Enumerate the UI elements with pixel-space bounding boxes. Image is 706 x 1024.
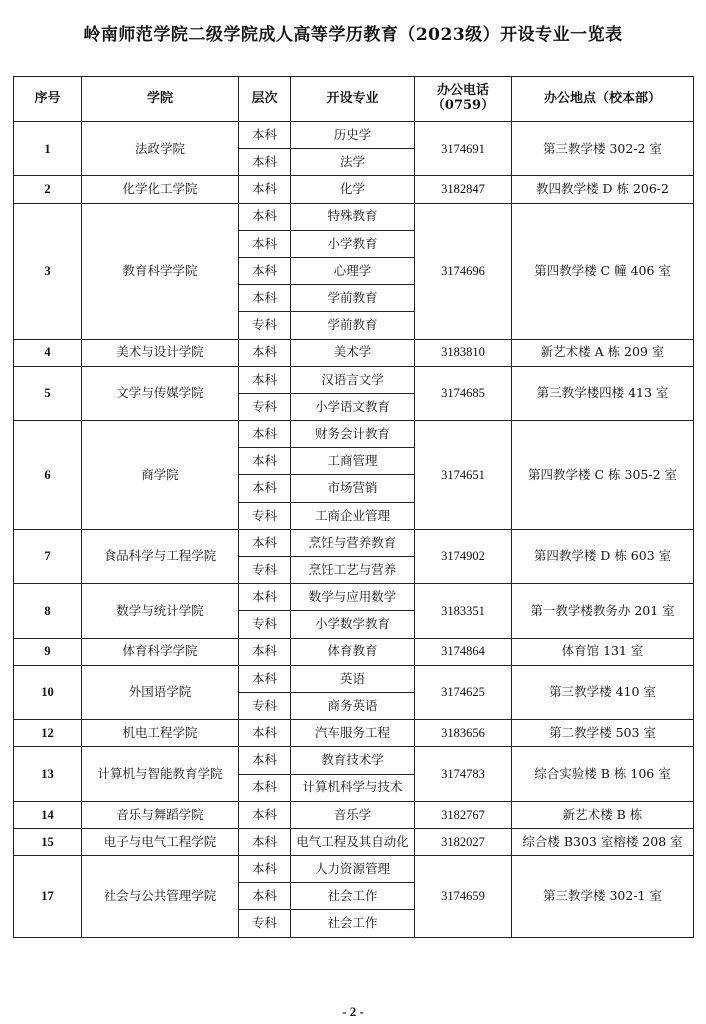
cell-address: 第三教学楼 410 室: [512, 665, 694, 719]
table-row: [14, 122, 694, 149]
cell-seq: 6: [14, 421, 82, 530]
cell-seq: 2: [14, 176, 82, 203]
cell-major: 财务会计教育: [291, 421, 415, 448]
cell-major: 商务英语: [291, 692, 415, 719]
cell-major: 学前教育: [291, 285, 415, 312]
cell-level: 本科: [239, 883, 291, 910]
cell-level: 本科: [239, 720, 291, 747]
table-row: [14, 747, 694, 774]
cell-seq: 14: [14, 801, 82, 828]
cell-college: 电子与电气工程学院: [82, 828, 239, 855]
cell-major: 汽车服务工程: [291, 720, 415, 747]
cell-level: 专科: [239, 692, 291, 719]
table-row: [14, 584, 694, 611]
table-row: [14, 638, 694, 665]
cell-address: 第四教学楼 C 栋 305-2 室: [512, 421, 694, 530]
cell-address: 第三教学楼 302-1 室: [512, 856, 694, 938]
cell-level: 本科: [239, 475, 291, 502]
cell-seq: 9: [14, 638, 82, 665]
cell-major: 学前教育: [291, 312, 415, 339]
cell-level: 本科: [239, 828, 291, 855]
table-row: [14, 828, 694, 855]
cell-college: 体育科学学院: [82, 638, 239, 665]
cell-phone: 3174783: [415, 747, 512, 801]
cell-major: 小学语文教育: [291, 393, 415, 420]
page-title: 岭南师范学院二级学院成人高等学历教育（2023级）开设专业一览表: [83, 25, 623, 45]
cell-phone: 3174651: [415, 421, 512, 530]
cell-phone: 3174625: [415, 665, 512, 719]
cell-college: 数学与统计学院: [82, 584, 239, 638]
cell-address: 综合实验楼 B 栋 106 室: [512, 747, 694, 801]
cell-college: 美术与设计学院: [82, 339, 239, 366]
cell-college: 社会与公共管理学院: [82, 856, 239, 938]
cell-major: 法学: [291, 149, 415, 176]
cell-major: 英语: [291, 665, 415, 692]
cell-college: 食品科学与工程学院: [82, 529, 239, 583]
cell-level: 本科: [239, 421, 291, 448]
cell-college: 商学院: [82, 421, 239, 530]
cell-seq: 8: [14, 584, 82, 638]
cell-seq: 12: [14, 720, 82, 747]
cell-level: 本科: [239, 665, 291, 692]
cell-address: 新艺术楼 B 栋: [512, 801, 694, 828]
header-phone-label: 办公电话: [436, 83, 489, 99]
cell-major: 烹饪与营养教育: [291, 529, 415, 556]
cell-level: 本科: [239, 774, 291, 801]
cell-level: 本科: [239, 366, 291, 393]
cell-level: 专科: [239, 393, 291, 420]
header-phone-area-code: （0759）: [431, 98, 495, 113]
cell-phone: 3183810: [415, 339, 512, 366]
cell-level: 本科: [239, 856, 291, 883]
cell-college: 化学化工学院: [82, 176, 239, 203]
header-address: 办公地点（校本部）: [512, 77, 694, 122]
table-row: [14, 176, 694, 203]
cell-phone: 3183656: [415, 720, 512, 747]
cell-address: 第一教学楼教务办 201 室: [512, 584, 694, 638]
cell-phone: 3174864: [415, 638, 512, 665]
cell-level: 本科: [239, 257, 291, 284]
cell-seq: 3: [14, 203, 82, 339]
cell-major: 小学数学教育: [291, 611, 415, 638]
cell-level: 本科: [239, 448, 291, 475]
cell-phone: 3182847: [415, 176, 512, 203]
cell-major: 社会工作: [291, 883, 415, 910]
majors-table: [13, 76, 694, 938]
cell-major: 电气工程及其自动化: [291, 828, 415, 855]
table-row: [14, 529, 694, 556]
cell-seq: 10: [14, 665, 82, 719]
header-college: 学院: [82, 77, 239, 122]
cell-seq: 5: [14, 366, 82, 420]
cell-level: 本科: [239, 339, 291, 366]
cell-college: 法政学院: [82, 122, 239, 176]
cell-major: 美术学: [291, 339, 415, 366]
cell-level: 专科: [239, 611, 291, 638]
table-row: [14, 720, 694, 747]
cell-phone: 3174696: [415, 203, 512, 339]
cell-address: 新艺术楼 A 栋 209 室: [512, 339, 694, 366]
cell-phone: 3182027: [415, 828, 512, 855]
cell-level: 专科: [239, 312, 291, 339]
cell-address: 第四教学楼 C 幢 406 室: [512, 203, 694, 339]
cell-seq: 13: [14, 747, 82, 801]
cell-major: 体育教育: [291, 638, 415, 665]
cell-college: 机电工程学院: [82, 720, 239, 747]
cell-seq: 7: [14, 529, 82, 583]
cell-phone: 3174691: [415, 122, 512, 176]
table-row: [14, 203, 694, 230]
cell-major: 工商企业管理: [291, 502, 415, 529]
cell-major: 工商管理: [291, 448, 415, 475]
cell-college: 文学与传媒学院: [82, 366, 239, 420]
cell-phone: 3174685: [415, 366, 512, 420]
header-level: 层次: [239, 77, 291, 122]
cell-college: 教育科学学院: [82, 203, 239, 339]
cell-college: 外国语学院: [82, 665, 239, 719]
table-body: [14, 122, 694, 938]
cell-major: 历史学: [291, 122, 415, 149]
cell-address: 教四教学楼 D 栋 206-2: [512, 176, 694, 203]
cell-level: 本科: [239, 122, 291, 149]
cell-phone: 3182767: [415, 801, 512, 828]
cell-level: 专科: [239, 910, 291, 937]
cell-level: 本科: [239, 747, 291, 774]
cell-phone: 3183351: [415, 584, 512, 638]
cell-address: 体育馆 131 室: [512, 638, 694, 665]
cell-major: 音乐学: [291, 801, 415, 828]
cell-address: 第四教学楼 D 栋 603 室: [512, 529, 694, 583]
page-number: - 2 -: [342, 1004, 364, 1019]
table-row: [14, 801, 694, 828]
cell-level: 本科: [239, 203, 291, 230]
cell-college: 计算机与智能教育学院: [82, 747, 239, 801]
table-row: [14, 366, 694, 393]
cell-major: 教育技术学: [291, 747, 415, 774]
cell-major: 心理学: [291, 257, 415, 284]
table-row: [14, 665, 694, 692]
cell-seq: 4: [14, 339, 82, 366]
cell-level: 本科: [239, 638, 291, 665]
cell-phone: 3174659: [415, 856, 512, 938]
cell-major: 小学教育: [291, 230, 415, 257]
header-phone: [415, 77, 512, 122]
table-header-row: [14, 77, 694, 122]
cell-major: 市场营销: [291, 475, 415, 502]
cell-level: 本科: [239, 176, 291, 203]
table-row: [14, 856, 694, 883]
table-row: [14, 339, 694, 366]
cell-major: 化学: [291, 176, 415, 203]
cell-phone: 3174902: [415, 529, 512, 583]
cell-major: 计算机科学与技术: [291, 774, 415, 801]
header-seq: 序号: [14, 77, 82, 122]
cell-seq: 1: [14, 122, 82, 176]
cell-address: 第二教学楼 503 室: [512, 720, 694, 747]
cell-level: 专科: [239, 502, 291, 529]
cell-level: 本科: [239, 584, 291, 611]
header-major: 开设专业: [291, 77, 415, 122]
cell-level: 本科: [239, 285, 291, 312]
cell-major: 汉语言文学: [291, 366, 415, 393]
table-row: [14, 421, 694, 448]
cell-address: 第三教学楼 302-2 室: [512, 122, 694, 176]
cell-major: 特殊教育: [291, 203, 415, 230]
cell-level: 本科: [239, 801, 291, 828]
cell-address: 综合楼 B303 室榕楼 208 室: [512, 828, 694, 855]
cell-major: 烹饪工艺与营养: [291, 557, 415, 584]
cell-level: 本科: [239, 529, 291, 556]
cell-address: 第三教学楼四楼 413 室: [512, 366, 694, 420]
cell-seq: 15: [14, 828, 82, 855]
cell-college: 音乐与舞蹈学院: [82, 801, 239, 828]
cell-major: 数学与应用数学: [291, 584, 415, 611]
cell-level: 专科: [239, 557, 291, 584]
cell-seq: 17: [14, 856, 82, 938]
cell-major: 人力资源管理: [291, 856, 415, 883]
cell-major: 社会工作: [291, 910, 415, 937]
cell-level: 本科: [239, 149, 291, 176]
cell-level: 本科: [239, 230, 291, 257]
